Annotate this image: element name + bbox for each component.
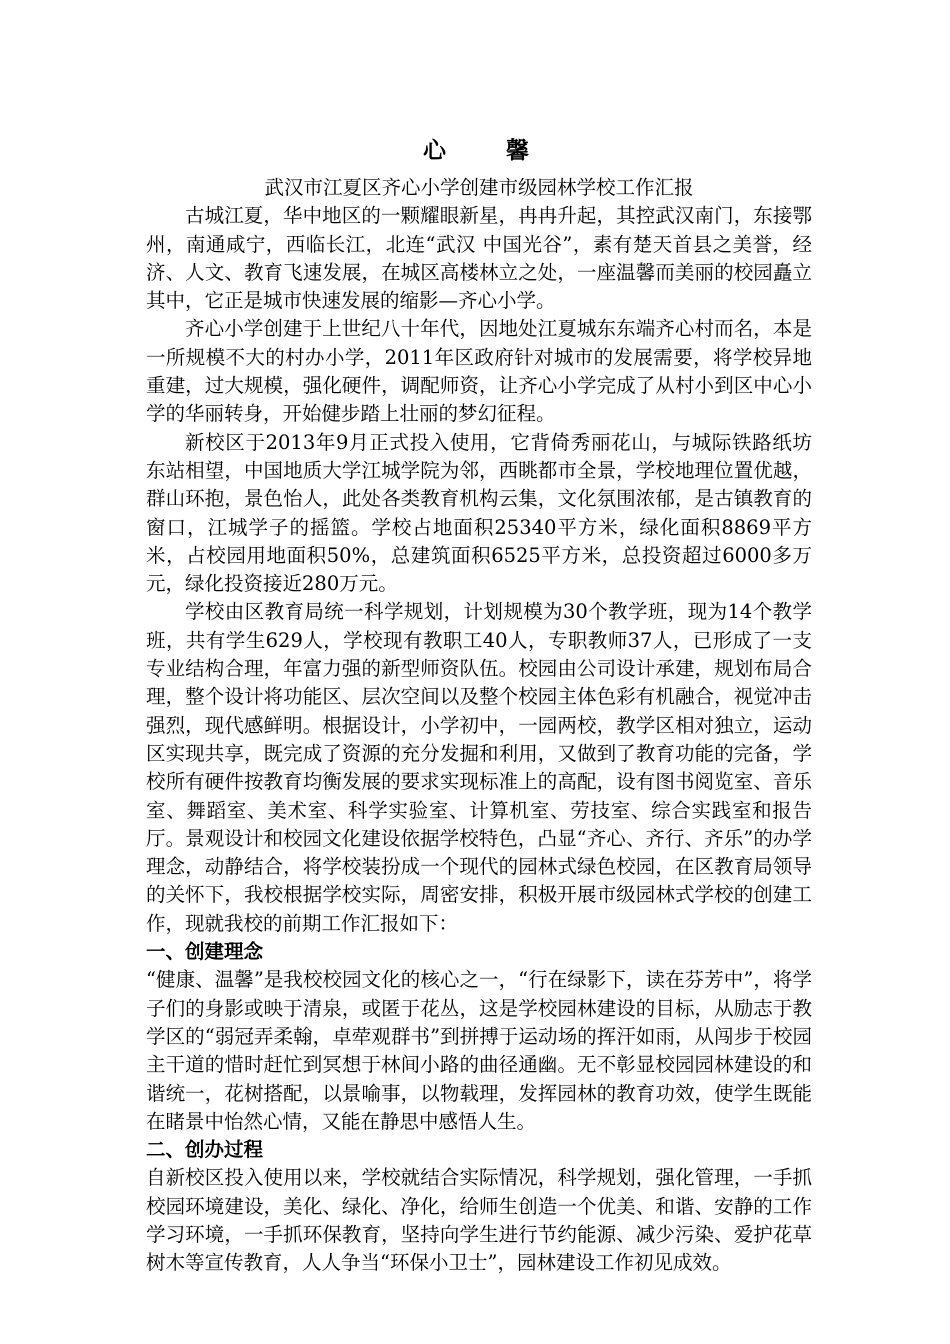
section-text-concept: “健康、温馨”是我校校园文化的核心之一，“行在绿影下，读在芬芳中”，将学子们的身影或映于清泉，或匿于花丛，这是学校园林建设的目标，从励志于教学区的“弱冠弄柔翰，卓荦观群书”到拼搏于运动场的挥汗如雨，从闯步于校园主干道的惜时赶忙到冥想于林间小路的曲径通幽。无不彰显校园园林建设的和谐统一，花树搭配，以景喻事，以物载理，发挥园林的教育功效，使学生既能在睹景中怡然心情，又能在静思中感悟人生。	[146, 968, 812, 1133]
section-heading-process: 二、创办过程	[146, 1138, 264, 1162]
paragraph-campus: 新校区于2013年9月正式投入使用，它背倚秀丽花山，与城际铁路纸坊东站相望，中国地质大学江城学院为邻，西眺都市全景，学校地理位置优越，群山环抱，景色怡人，此处各类教育机构云集，文化氛围浓郁，是古镇教育的窗口，江城学子的摇篮。学校占地面积25340平方米，绿化面积8869平方米，占校园用地面积50%，总建筑面积6525平方米，总投资超过6000多万元，绿化投资接近280万元。	[146, 430, 812, 596]
paragraph-history: 齐心小学创建于上世纪八十年代，因地处江夏城东东端齐心村而名，本是一所规模不大的村办小学，2011年区政府针对城市的发展需要，将学校异地重建，过大规模，强化硬件，调配师资，让齐心小学完成了从村小到区中心小学的华丽转身，开始健步踏上壮丽的梦幻征程。	[146, 317, 812, 426]
section-text-process: 自新校区投入使用以来，学校就结合实际情况，科学规划，强化管理，一手抓校园环境建设，美化、绿化、净化，给师生创造一个优美、和谐、安静的工作学习环境，一手抓环保教育，坚持向学生进行节约能源、减少污染、爱护花草树木等宣传教育，人人争当“环保小卫士”，园林建设工作初见成效。	[146, 1166, 812, 1275]
section-heading-concept: 一、创建理念	[146, 940, 264, 964]
document-subtitle: 武汉市江夏区齐心小学创建市级园林学校工作汇报	[264, 176, 694, 199]
document-title: 心 馨	[422, 137, 555, 164]
paragraph-intro: 古城江夏，华中地区的一颗耀眼新星，冉冉升起，其控武汉南门，东接鄂州，南通咸宁，西临长江，北连“武汉 中国光谷”，素有楚天首县之美誉，经济、人文、教育飞速发展，在城区高楼林立之处，一座温馨而美丽的校园矗立其中，它正是城市快速发展的缩影—齐心小学。	[146, 204, 812, 313]
paragraph-planning: 学校由区教育局统一科学规划，计划规模为30个教学班，现为14个教学班，共有学生629人，学校现有教职工40人，专职教师37人，已形成了一支专业结构合理，年富力强的新型师资队伍。校园由公司设计承建，规划布局合理，整个设计将功能区、层次空间以及整个校园主体色彩有机融合，视觉冲击强烈，现代感鲜明。根据设计，小学初中，一园两校，教学区相对独立，运动区实现共享，既完成了资源的充分发掘和利用，又做到了教育功能的完备，学校所有硬件按教育均衡发展的要求实现标准上的高配，设有图书阅览室、音乐室、舞蹈室、美术室、科学实验室、计算机室、劳技室、综合实践室和报告厅。景观设计和校园文化建设依据学校特色，凸显“齐心、齐行、齐乐”的办学理念，动静结合，将学校装扮成一个现代的园林式绿色校园，在区教育局领导的关怀下，我校根据学校实际，周密安排，积极开展市级园林式学校的创建工作，现就我校的前期工作汇报如下：	[146, 600, 812, 935]
